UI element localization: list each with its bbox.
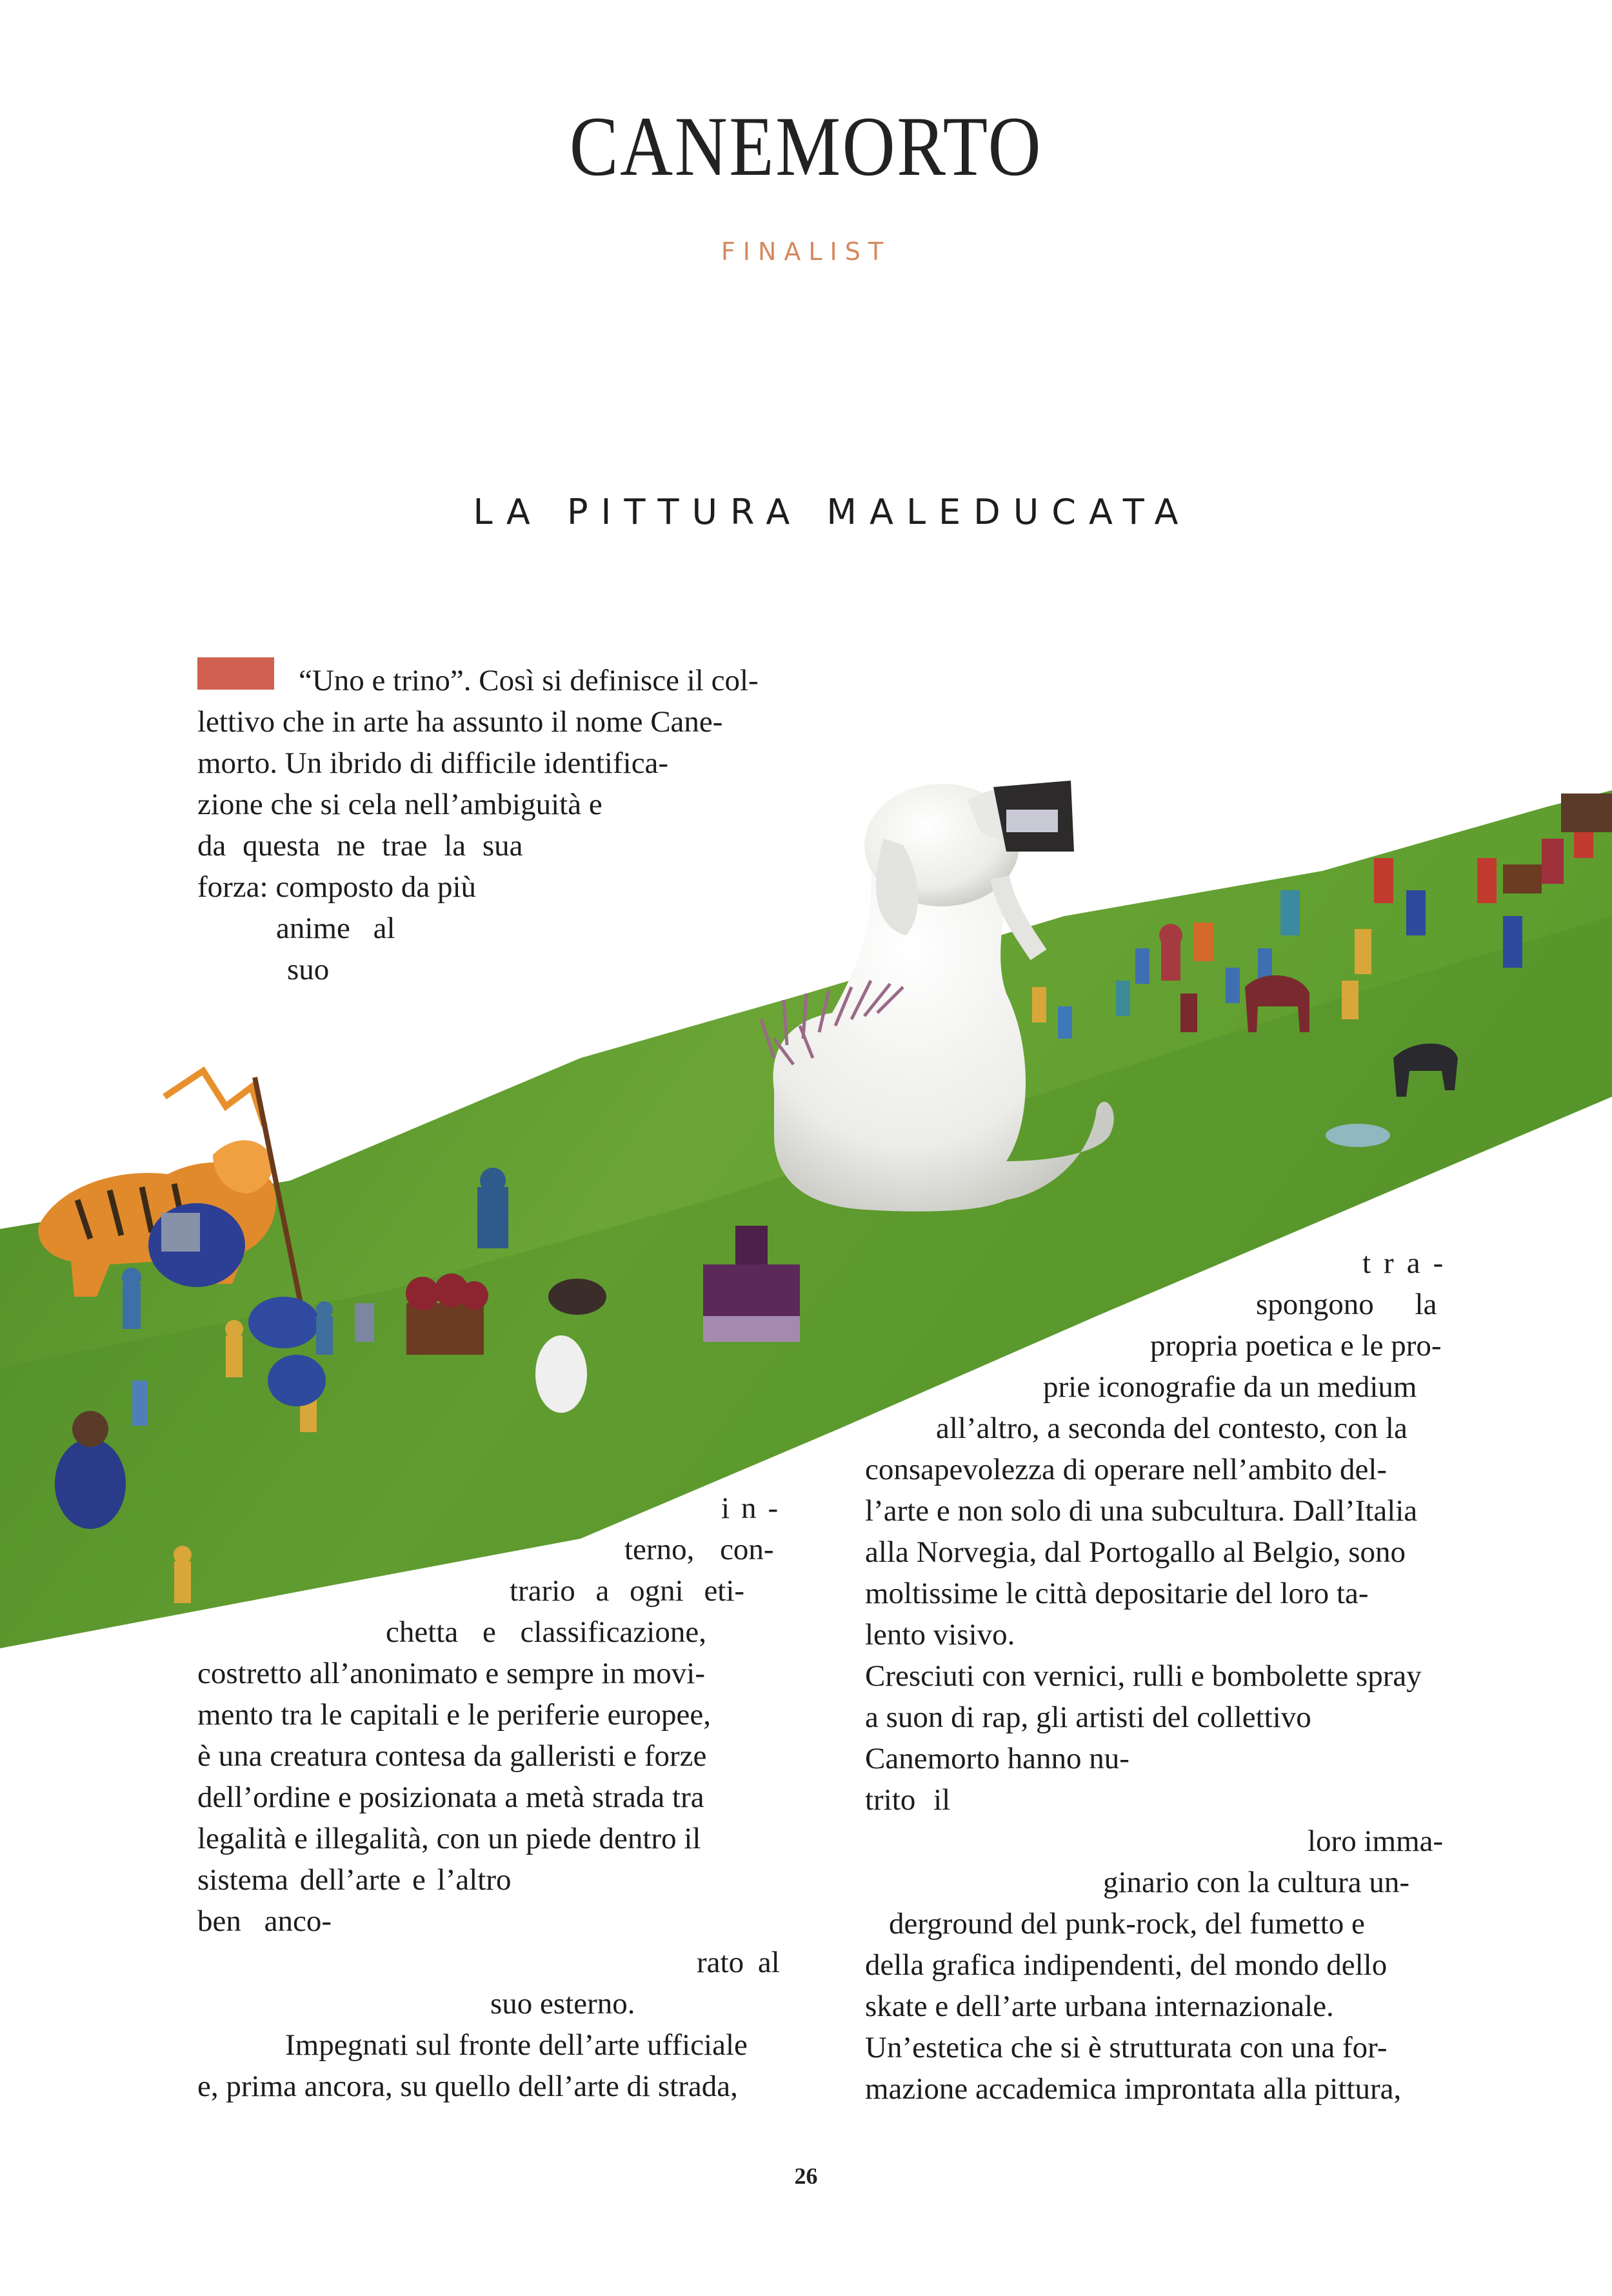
right-line: tra- <box>1362 1246 1457 1280</box>
right-line: consapevolezza di operare nell’ambito del- <box>865 1453 1388 1486</box>
right-line: a suon di rap, gli artisti del collettivo <box>865 1701 1311 1734</box>
page-title: CANEMORTO <box>569 99 1043 194</box>
left-line: costretto all’anonimato e sempre in movi- <box>197 1657 706 1690</box>
small-white-figure <box>535 1335 587 1413</box>
right-line: trito il <box>865 1783 951 1817</box>
left-line: forza: composto da più <box>197 870 477 904</box>
left-line: rato al <box>697 1946 780 1979</box>
accent-bar <box>197 657 274 690</box>
right-line: propria poetica e le pro- <box>1150 1329 1442 1363</box>
right-line: della grafica indipendenti, del mondo dello <box>865 1948 1388 1982</box>
crate-figure <box>406 1273 488 1355</box>
right-line: l’arte e non solo di una subcultura. Dall’Italia <box>865 1494 1418 1528</box>
article-heading: LA PITTURA MALEDUCATA <box>473 492 1191 532</box>
left-line: anime al <box>276 912 395 945</box>
left-line: sistema dell’arte e l’altro <box>197 1863 512 1897</box>
left-line: mento tra le capitali e le periferie europee, <box>197 1698 711 1732</box>
right-line: skate e dell’arte urbana internazionale. <box>865 1990 1334 2023</box>
finalist-label: FINALIST <box>721 237 891 266</box>
left-line: zione che si cela nell’ambiguità e <box>197 788 602 821</box>
left-line: Impegnati sul fronte dell’arte ufficiale <box>285 2028 748 2062</box>
right-line: all’altro, a seconda del contesto, con la <box>936 1412 1408 1445</box>
right-line: moltissime le città depositarie del loro ta- <box>865 1577 1369 1610</box>
left-line: suo esterno. <box>490 1987 635 2021</box>
left-line: è una creatura contesa da galleristi e forze <box>197 1739 707 1773</box>
left-line: ben anco- <box>197 1904 332 1938</box>
right-line: ginario con la cultura un- <box>1103 1866 1410 1899</box>
left-line: da questa ne trae la sua <box>197 829 523 863</box>
right-line: alla Norvegia, dal Portogallo al Belgio, sono <box>865 1535 1406 1569</box>
right-line: loro imma- <box>1308 1824 1444 1858</box>
right-line: derground del punk-rock, del fumetto e <box>889 1907 1365 1941</box>
right-line: spongono la <box>1256 1288 1437 1321</box>
right-line: Cresciuti con vernici, rulli e bombolette spray <box>865 1659 1422 1693</box>
left-line: trario a ogni eti- <box>510 1574 745 1608</box>
left-line: “Uno e trino”. Così si definisce il col- <box>299 664 759 697</box>
page-number: 26 <box>794 2163 818 2189</box>
left-line: dell’ordine e posizionata a metà strada tra <box>197 1781 704 1814</box>
right-line: lento visivo. <box>865 1618 1015 1652</box>
left-line: lettivo che in arte ha assunto il nome Cane- <box>197 705 723 739</box>
dark-figure <box>548 1279 606 1315</box>
left-line: in- <box>721 1492 790 1525</box>
right-line: Canemorto hanno nu- <box>865 1742 1129 1775</box>
left-line: suo <box>287 953 330 986</box>
left-line: legalità e illegalità, con un piede dentro il <box>197 1822 701 1855</box>
left-line: terno, con- <box>624 1533 774 1566</box>
right-line: mazione accademica improntata alla pittura, <box>865 2072 1402 2106</box>
left-line: chetta e classificazione, <box>386 1615 706 1649</box>
right-line: Un’estetica che si è strutturata con una for- <box>865 2031 1388 2064</box>
left-line: e, prima ancora, su quello dell’arte di strada, <box>197 2070 738 2103</box>
left-line: morto. Un ibrido di difficile identifica- <box>197 746 669 780</box>
right-line: prie iconografie da un medium <box>1043 1370 1417 1404</box>
